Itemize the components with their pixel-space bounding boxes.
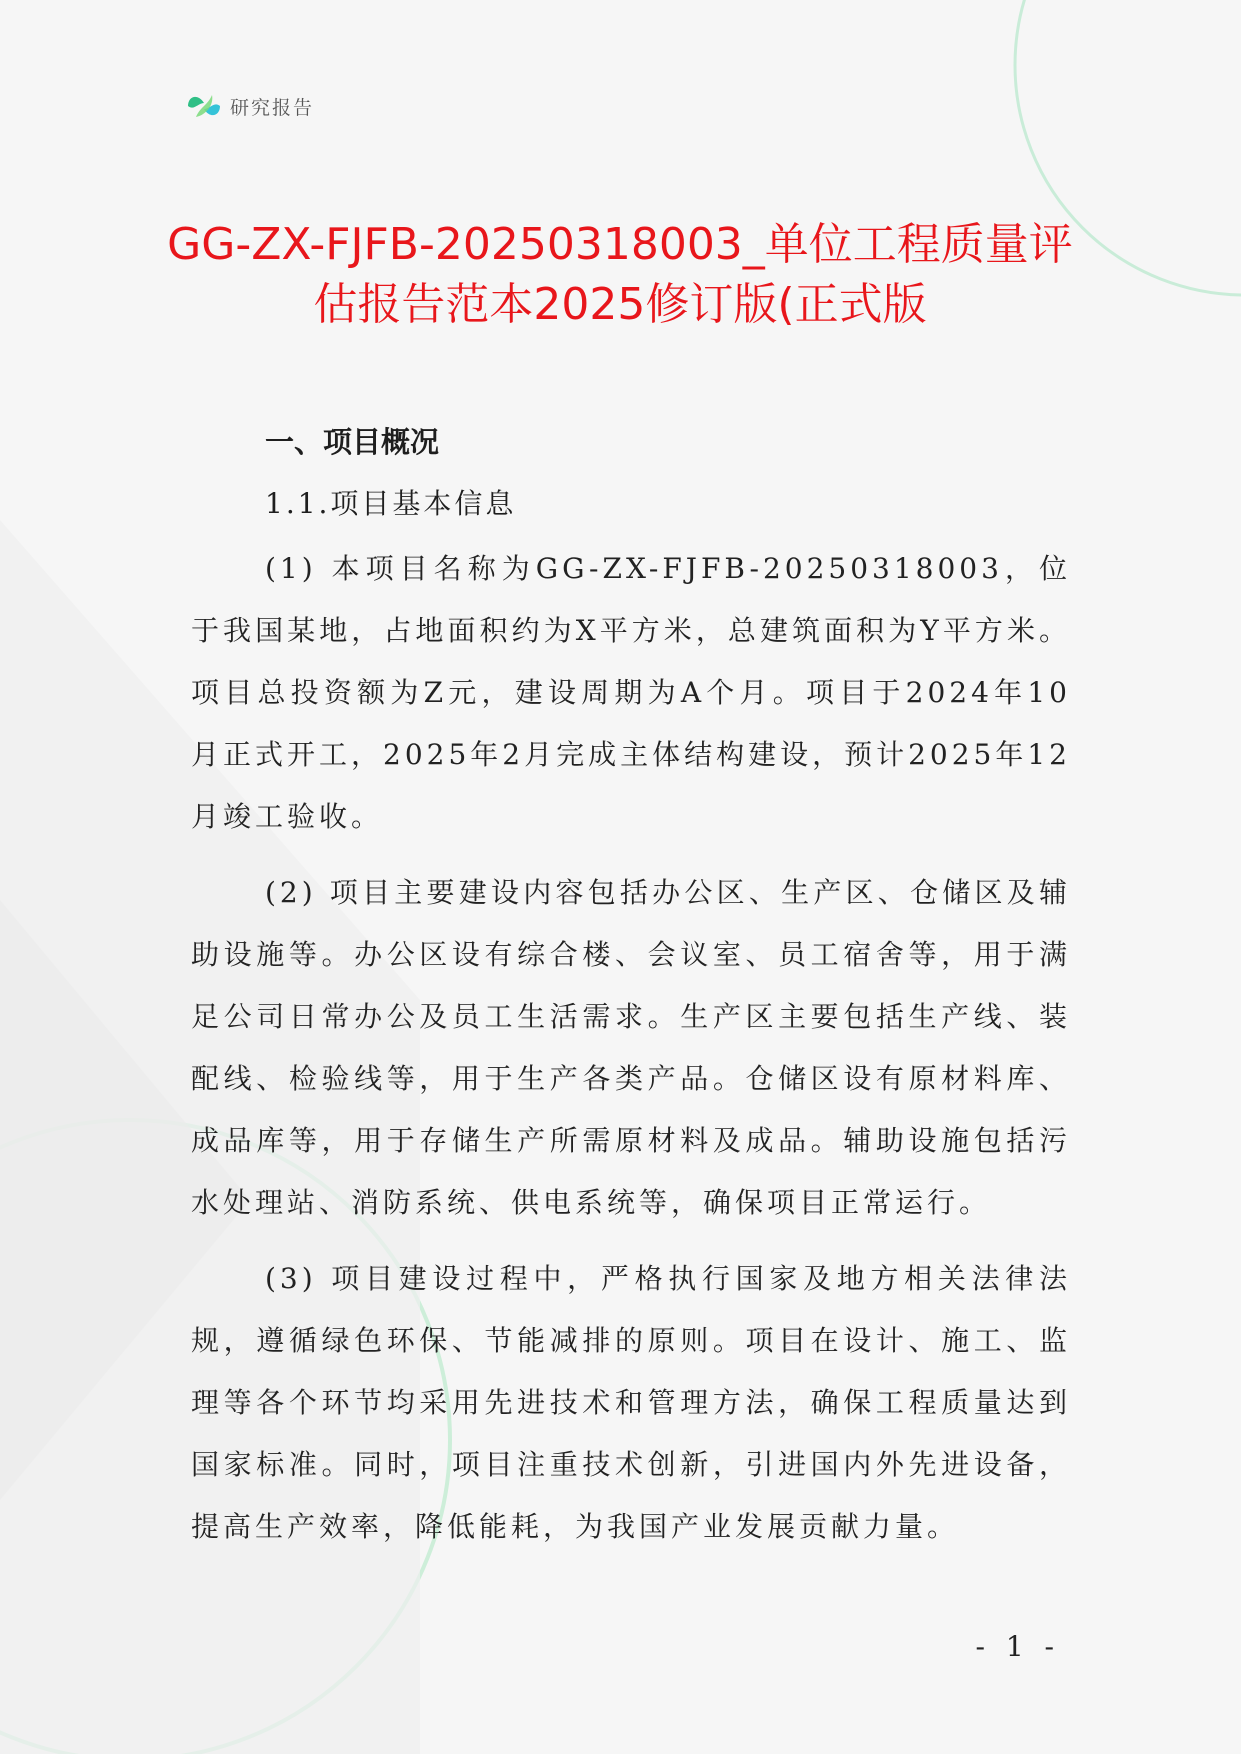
paragraph: (2) 项目主要建设内容包括办公区、生产区、仓储区及辅助设施等。办公区设有综合楼、会议室、员工宿舍等，用于满足公司日常办公及员工生活需求。生产区主要包括生产线、装配线、检验线等，用于生产各类产品。仓储区设有原材料库、成品库等，用于存储生产所需原材料及成品。辅助设施包括污水处理站、消防系统、供电系统等，确保项目正常运行。 (191, 876, 1071, 1219)
page-number: - 1 - (975, 1630, 1060, 1663)
document-title: GG-ZX-FJFB-20250318003_单位工程质量评估报告范本2025修订版(正式版 (167, 219, 1073, 330)
header-label: 研究报告 (230, 96, 315, 119)
header-logo (186, 88, 314, 124)
paragraph: (3) 项目建设过程中，严格执行国家及地方相关法律法规，遵循绿色环保、节能减排的原则。项目在设计、施工、监理等各个环节均采用先进技术和管理方法，确保工程质量达到国家标准。同时，项目注重技术创新，引进国内外先进设备，提高生产效率，降低能耗，为我国产业发展贡献力量。 (191, 1262, 1071, 1543)
section-heading: 一、项目概况 (265, 425, 440, 459)
subsection-heading: 1.1.项目基本信息 (265, 487, 517, 520)
document-body (191, 410, 1071, 1558)
leaf-logo-icon (186, 91, 222, 121)
paragraph: (1) 本项目名称为GG-ZX-FJFB-20250318003，位于我国某地，占地面积约为X平方米，总建筑面积为Y平方米。项目总投资额为Z元，建设周期为A个月。项目于2024年10月正式开工，2025年2月完成主体结构建设，预计2025年12月竣工验收。 (191, 552, 1071, 833)
